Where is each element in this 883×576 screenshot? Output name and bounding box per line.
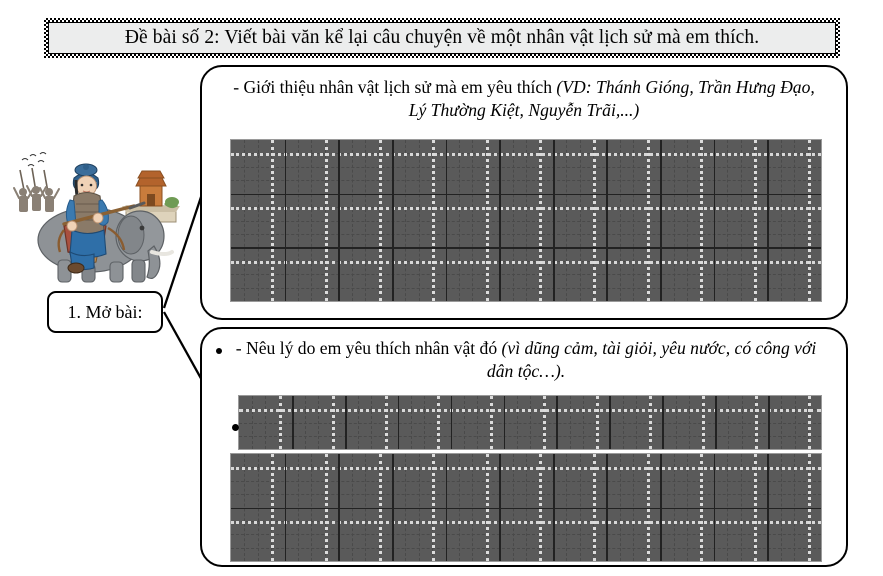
mo-bai-point-2-panel xyxy=(200,327,848,567)
grid-major-line-vertical xyxy=(446,140,448,301)
grid-guide-line-vertical xyxy=(539,140,542,301)
writing-grid-2b[interactable] xyxy=(230,453,822,562)
birds-icon xyxy=(22,153,46,167)
grid-subline-horizontal xyxy=(239,423,821,424)
grid-major-line-vertical xyxy=(499,140,501,301)
grid-major-line-horizontal xyxy=(231,508,821,510)
grid-major-line-vertical xyxy=(451,396,453,449)
grid-guide-line-vertical xyxy=(543,396,546,449)
mo-bai-point-1-panel xyxy=(200,65,848,320)
grid-major-line-vertical xyxy=(398,396,400,449)
grid-subline-horizontal xyxy=(231,481,821,482)
grid-major-line-vertical xyxy=(606,140,608,301)
grid-subline-horizontal xyxy=(231,548,821,549)
grid-guide-line-vertical xyxy=(332,396,335,449)
grid-major-line-vertical xyxy=(345,396,347,449)
grid-major-line-vertical xyxy=(553,140,555,301)
grid-guide-line xyxy=(231,153,821,156)
grid-subline-horizontal xyxy=(231,534,821,535)
grid-guide-line-vertical xyxy=(808,396,811,449)
panel-1-text-italic: (VD: Thánh Gióng, Trần Hưng Đạo, Lý Thường Kiệt, Nguyễn Trãi,...) xyxy=(408,77,815,120)
grid-guide-line-vertical xyxy=(325,140,328,301)
grid-major-line-vertical xyxy=(556,396,558,449)
grid-subline-horizontal xyxy=(231,494,821,495)
writing-grid-2a[interactable] xyxy=(238,395,822,450)
grid-guide-line-vertical xyxy=(279,396,282,449)
grid-guide-line xyxy=(231,207,821,210)
bullet-dot-icon xyxy=(216,348,222,354)
grid-major-line-horizontal xyxy=(231,247,821,249)
grid-major-line-vertical xyxy=(392,140,394,301)
grid-major-line-horizontal xyxy=(231,194,821,196)
section-label-text: 1. Mở bài: xyxy=(67,301,143,322)
grid-guide-line-vertical xyxy=(808,140,811,301)
grid-major-line-vertical xyxy=(714,140,716,301)
grid-guide-line xyxy=(231,467,821,470)
grid-subline-horizontal xyxy=(231,234,821,235)
panel-2-text xyxy=(224,337,828,382)
header-inner-frame xyxy=(48,22,836,54)
grid-subline-horizontal xyxy=(231,274,821,275)
grid-major-line-vertical xyxy=(504,396,506,449)
grid-guide-line-vertical xyxy=(700,140,703,301)
grid-subline-horizontal xyxy=(231,180,821,181)
panel-1-text xyxy=(202,67,846,121)
panel-1-text-normal: - Giới thiệu nhân vật lịch sử mà em yêu thích xyxy=(233,77,557,97)
grid-major-line-vertical xyxy=(767,140,769,301)
grid-guide-line xyxy=(231,261,821,264)
grid-guide-line-vertical xyxy=(596,396,599,449)
grid-major-line-vertical xyxy=(285,140,287,301)
grid-major-line-vertical xyxy=(338,140,340,301)
page-title: Đề bài số 2: Viết bài văn kể lại câu chuyện về một nhân vật lịch sử mà em thích. xyxy=(124,27,760,48)
grid-guide-line-vertical xyxy=(647,140,650,301)
writing-grid-1[interactable] xyxy=(230,139,822,302)
panel-2-text-normal: - Nêu lý do em yêu thích nhân vật đó xyxy=(235,338,502,358)
grid-major-line-vertical xyxy=(662,396,664,449)
grid-guide-line-vertical xyxy=(702,396,705,449)
panel-2-text-row xyxy=(202,329,846,382)
grid-major-line-vertical xyxy=(609,396,611,449)
historical-figure-on-elephant-illustration xyxy=(12,118,182,283)
answer-line-bullet-icon xyxy=(232,424,239,431)
grid-guide-line-vertical xyxy=(271,140,274,301)
grid-subline-horizontal xyxy=(231,288,821,289)
grid-guide-line-vertical xyxy=(486,140,489,301)
grid-guide-line-vertical xyxy=(437,396,440,449)
grid-guide-line-vertical xyxy=(754,140,757,301)
grid-guide-line-vertical xyxy=(593,140,596,301)
grid-guide-line-vertical xyxy=(649,396,652,449)
section-label-mo-bai[interactable] xyxy=(47,291,163,333)
grid-major-line-vertical xyxy=(715,396,717,449)
grid-guide-line-vertical xyxy=(379,140,382,301)
grid-subline-horizontal xyxy=(239,436,821,437)
grid-guide-line xyxy=(239,409,821,412)
grid-subline-horizontal xyxy=(231,221,821,222)
grid-guide-line-vertical xyxy=(432,140,435,301)
grid-guide-line-vertical xyxy=(490,396,493,449)
grid-guide-line-vertical xyxy=(385,396,388,449)
grid-major-line-vertical xyxy=(660,140,662,301)
grid-guide-line xyxy=(231,521,821,524)
header-banner xyxy=(44,18,840,58)
grid-major-line-vertical xyxy=(292,396,294,449)
panel-2-text-italic: (vì dũng cảm, tài giỏi, yêu nước, có công với dân tộc…). xyxy=(486,338,817,381)
soldiers-group xyxy=(14,168,59,212)
grid-major-line-vertical xyxy=(768,396,770,449)
grid-subline-horizontal xyxy=(231,167,821,168)
grid-guide-line-vertical xyxy=(755,396,758,449)
